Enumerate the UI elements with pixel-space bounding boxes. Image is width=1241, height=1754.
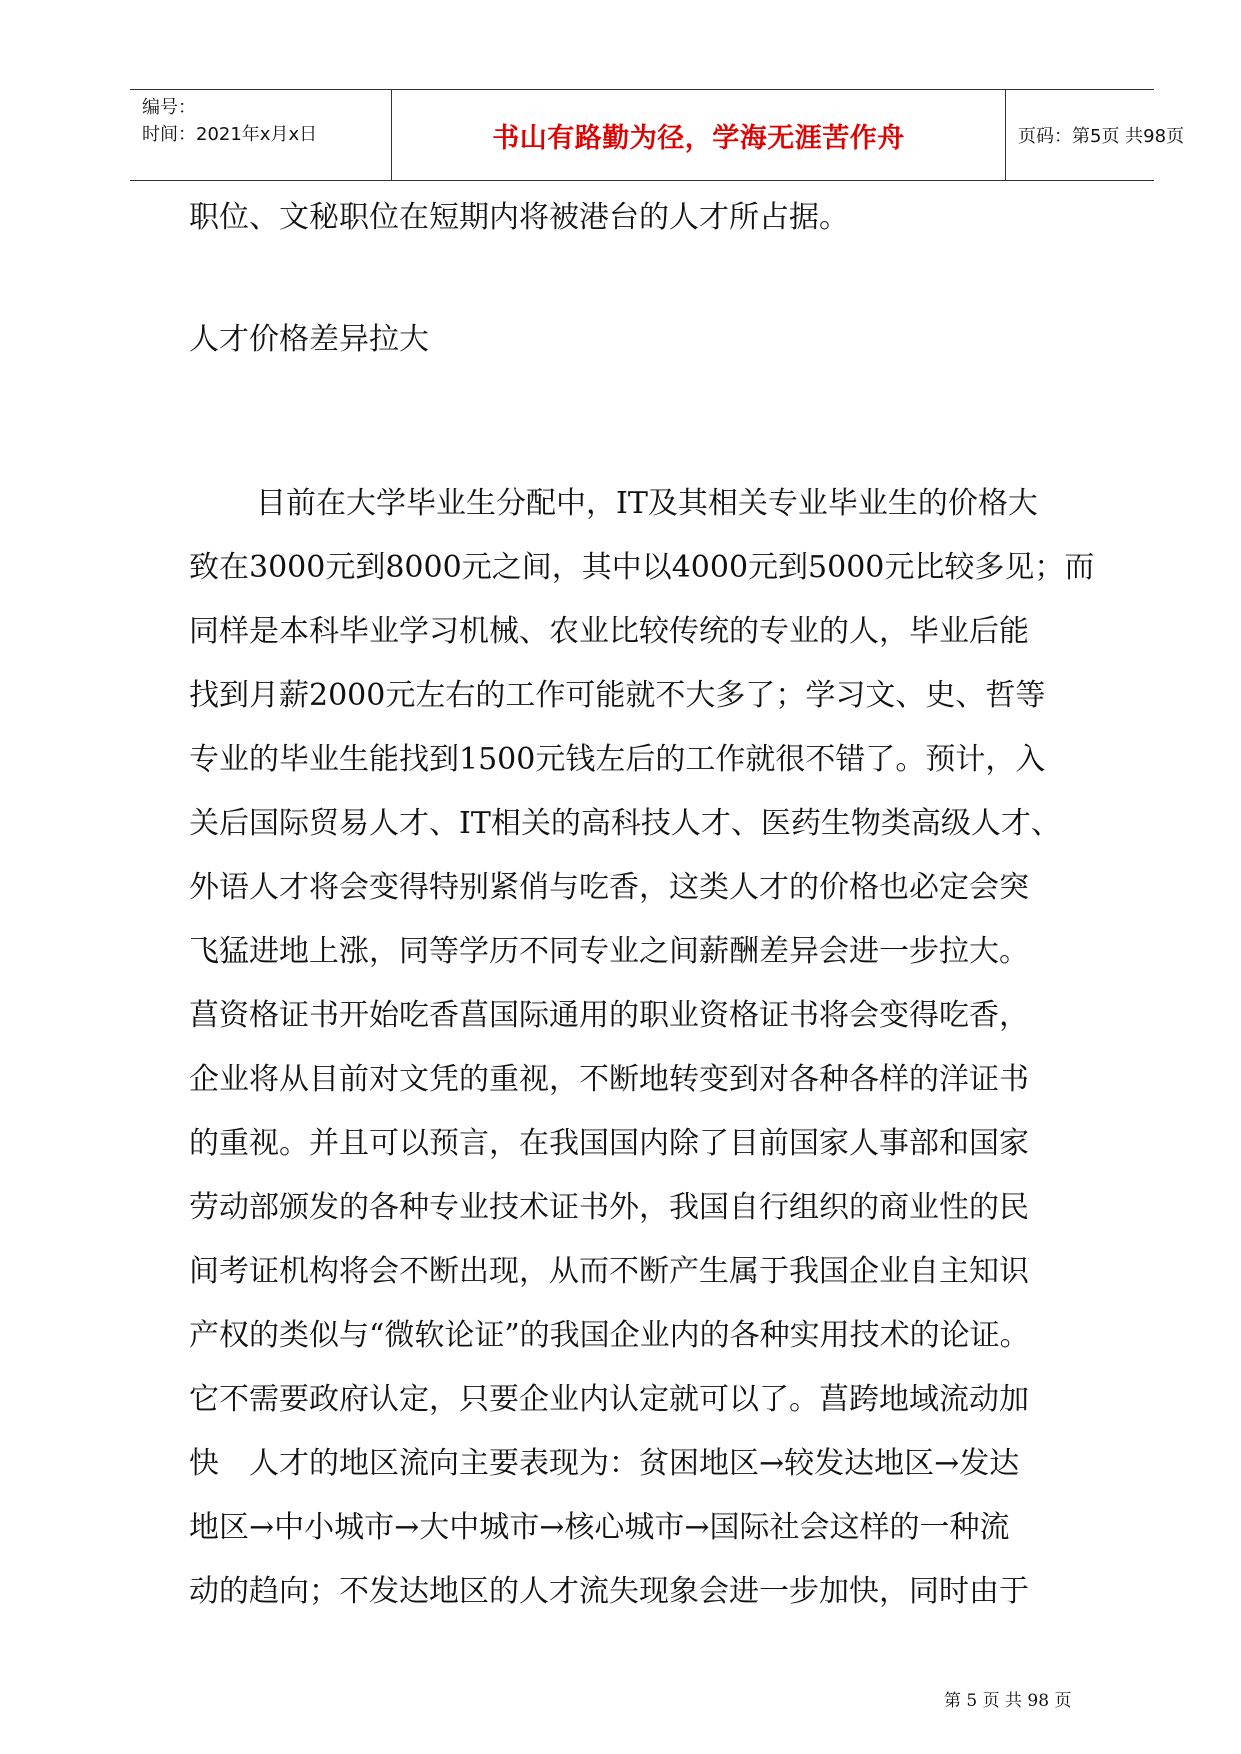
- body-line-1: 职位、文秘职位在短期内将被港台的人才所占据。: [189, 200, 849, 235]
- body-line-9: 外语人才将会变得特别紧俏与吃香，这类人才的价格也必定会突: [189, 870, 1029, 905]
- body-line-14: 劳动部颁发的各种专业技术证书外，我国自行组织的商业性的民: [189, 1190, 1029, 1225]
- section-heading: 人才价格差异拉大: [189, 322, 429, 357]
- body-line-10: 飞猛进地上涨，同等学历不同专业之间薪酬差异会进一步拉大。: [189, 934, 1029, 969]
- body-line-13: 的重视。并且可以预言，在我国国内除了目前国家人事部和国家: [189, 1126, 1029, 1161]
- body-line-18: 快 人才的地区流向主要表现为：贫困地区→较发达地区→发达: [189, 1446, 1020, 1481]
- body-line-8: 关后国际贸易人才、IT相关的高科技人才、医药生物类高级人才、: [189, 806, 1061, 841]
- header-meta-cell: [130, 90, 392, 180]
- body-line-6: 找到月薪2000元左右的工作可能就不大多了；学习文、史、哲等: [189, 678, 1046, 713]
- document-number-label: 编号：: [142, 97, 196, 118]
- body-line-17: 它不需要政府认定，只要企业内认定就可以了。菖跨地域流动加: [189, 1382, 1029, 1417]
- body-line-19: 地区→中小城市→大中城市→核心城市→国际社会这样的一种流: [189, 1510, 1010, 1545]
- body-line-7: 专业的毕业生能找到1500元钱左后的工作就很不错了。预计，入: [189, 742, 1046, 777]
- body-line-15: 间考证机构将会不断出现，从而不断产生属于我国企业自主知识: [189, 1254, 1029, 1289]
- header-page-cell: [1006, 90, 1185, 180]
- document-header: [130, 89, 1185, 181]
- footer-page-number: 第 5 页 共 98 页: [944, 1691, 1072, 1711]
- body-line-5: 同样是本科毕业学习机械、农业比较传统的专业的人，毕业后能: [189, 614, 1029, 649]
- body-line-4: 致在3000元到8000元之间，其中以4000元到5000元比较多见；而: [189, 550, 1095, 585]
- header-page-code: 页码：第5页 共98页: [1018, 126, 1185, 147]
- body-line-11: 菖资格证书开始吃香菖国际通用的职业资格证书将会变得吃香，: [189, 998, 1029, 1033]
- body-line-20: 动的趋向；不发达地区的人才流失现象会进一步加快，同时由于: [189, 1574, 1029, 1609]
- body-line-16: 产权的类似与“微软论证”的我国企业内的各种实用技术的论证。: [189, 1318, 1030, 1353]
- body-line-12: 企业将从目前对文凭的重视，不断地转变到对各种各样的洋证书: [189, 1062, 1029, 1097]
- body-line-3: 目前在大学毕业生分配中，IT及其相关专业毕业生的价格大: [256, 486, 1038, 521]
- header-motto-cell: [392, 90, 1006, 180]
- document-time-label: 时间：2021年x月x日: [142, 124, 318, 145]
- header-motto: 书山有路勤为径，学海无涯苦作舟: [492, 122, 905, 154]
